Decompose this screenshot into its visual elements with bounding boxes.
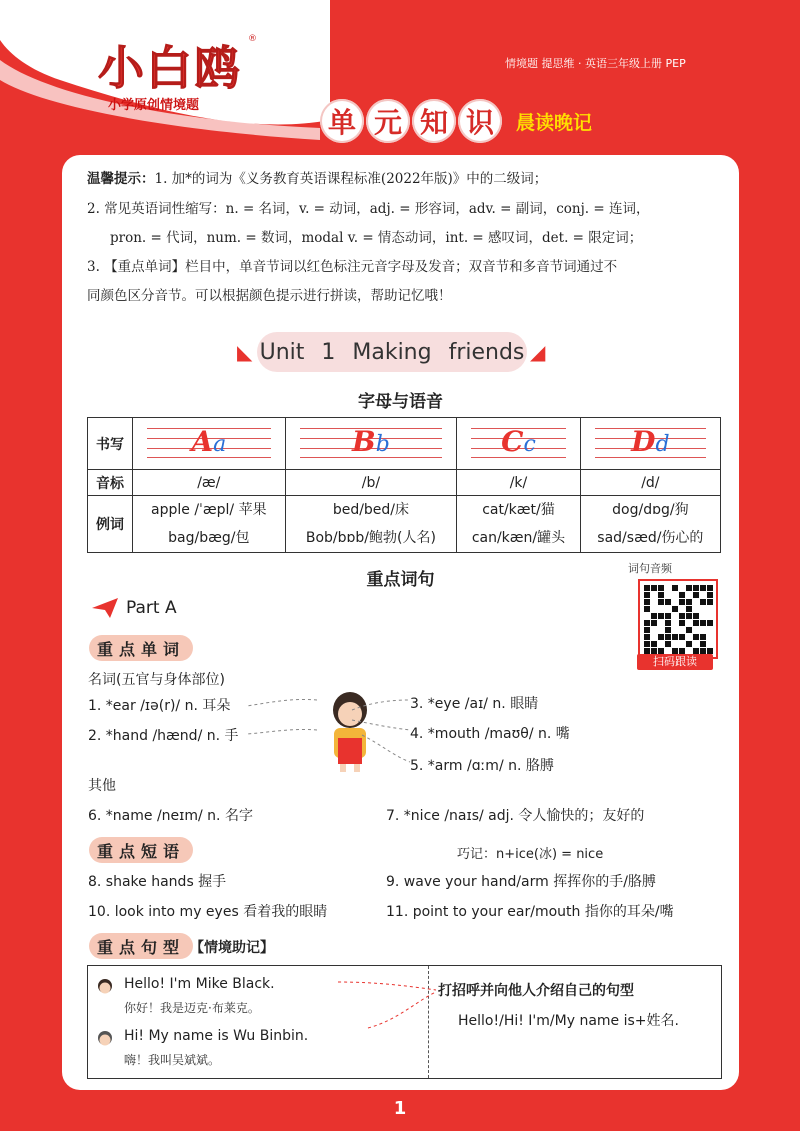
letter-writing-cell	[133, 418, 286, 470]
ipa-cell: /k/	[457, 470, 580, 496]
example-cell	[133, 496, 286, 553]
dialog-english: Hello! I'm Mike Black.	[124, 976, 275, 992]
phrase-item: 10. look into my eyes 看着我的眼睛	[88, 904, 328, 920]
dialog-arrow	[338, 980, 438, 1030]
example-word: bag/bæg/包	[168, 530, 250, 546]
word-item: 2. *hand /hænd/ n. 手	[88, 728, 239, 744]
others-label: 其他	[88, 778, 116, 794]
word-item: 7. *nice /naɪs/ adj. 令人愉快的；友好的	[386, 808, 645, 824]
phonics-table	[87, 417, 721, 553]
brand-logo: 小白鸥	[98, 41, 242, 95]
example-word: can/kæn/罐头	[471, 530, 566, 546]
page-number: 1	[393, 1098, 407, 1119]
sentence-pattern: Hello!/Hi! I'm/My name is+姓名.	[458, 1013, 679, 1029]
tips-line: 2. 常见英语词性缩写：n. = 名词，v. = 动词，adj. = 形容词，adv. = 副词，conj. = 连词，	[87, 201, 650, 217]
series-info: 情境题 提思维 · 英语三年级上册 PEP	[505, 57, 686, 70]
example-word: bed/bed/床	[332, 502, 410, 518]
example-word: apple /ˈæpl/ 苹果	[151, 502, 267, 518]
tips-label: 温馨提示：	[87, 171, 155, 187]
word-item: 5. *arm /ɑːm/ n. 胳膊	[410, 758, 554, 774]
letter-writing-cell	[580, 418, 720, 470]
tips-line: pron. = 代词，num. = 数词，modal v. = 情态动词，int. = 感叹词，det. = 限定词；	[110, 230, 643, 246]
word-item: 4. *mouth /maʊθ/ n. 嘴	[410, 726, 570, 742]
row-label: 例词	[88, 496, 133, 553]
part-label: Part A	[126, 598, 177, 618]
words-tag: 重点单词	[89, 635, 193, 661]
tips-line: 3. 【重点单词】栏目中，单音节词以红色标注元音字母及发音；双音节和多音节词通过不	[87, 259, 618, 275]
section-banner	[320, 97, 592, 145]
ipa-cell: /b/	[285, 470, 457, 496]
banner-char: 知	[412, 99, 456, 143]
example-word: cat/kæt/猫	[482, 502, 555, 518]
pattern-title: 打招呼并向他人介绍自己的句型	[438, 983, 634, 999]
phrase-item: 11. point to your ear/mouth 指你的耳朵/嘴	[386, 904, 674, 920]
mnemonic: 巧记：n+ice(冰) = nice	[457, 847, 604, 862]
row-label: 音标	[88, 470, 133, 496]
tips-line	[87, 169, 547, 189]
row-label: 书写	[88, 418, 133, 470]
sentences-tag: 重点句型	[89, 933, 193, 959]
pointer-arrows	[242, 690, 417, 770]
example-cell	[580, 496, 720, 553]
letter-lower: d	[655, 432, 670, 457]
word-item: 6. *name /neɪm/ n. 名字	[88, 808, 253, 824]
right-ribbon-decoration: ◢	[530, 340, 546, 364]
phrase-item: 9. wave your hand/arm 挥挥你的手/胳膊	[386, 874, 656, 890]
brand-subtitle: 小学原创情境题	[108, 98, 200, 113]
letter-lower: a	[213, 432, 227, 457]
sentences-note: 【情境助记】	[190, 940, 274, 956]
word-item: 3. *eye /aɪ/ n. 眼睛	[410, 696, 539, 712]
letter-lower: c	[523, 432, 536, 457]
dialog-box	[87, 965, 722, 1079]
letter-upper: D	[631, 425, 656, 458]
boy-avatar-icon	[96, 1030, 114, 1048]
letter-upper: B	[352, 425, 376, 458]
paper-plane-icon	[92, 598, 118, 618]
letter-writing-cell	[285, 418, 457, 470]
dialog-chinese: 嗨！我叫吴斌斌。	[124, 1053, 221, 1067]
letter-lower: b	[375, 432, 390, 457]
content-card	[62, 155, 739, 1090]
banner-char: 识	[458, 99, 502, 143]
boy-avatar-icon	[96, 978, 114, 996]
example-word: sad/sæd/伤心的	[597, 530, 704, 546]
dialog-english: Hi! My name is Wu Binbin.	[124, 1028, 309, 1044]
ipa-cell: /d/	[580, 470, 720, 496]
dialog-chinese: 你好！我是迈克·布莱克。	[124, 1001, 260, 1015]
banner-char: 单	[320, 99, 364, 143]
qr-caption: 词句音频	[628, 562, 672, 575]
letter-upper: A	[191, 425, 214, 458]
banner-subtitle: 晨读晚记	[516, 111, 593, 134]
letter-upper: C	[501, 425, 524, 458]
left-ribbon-decoration: ◣	[237, 340, 253, 364]
example-word: Bob/bɒb/鲍勃(人名)	[305, 530, 436, 546]
letter-writing-cell	[457, 418, 580, 470]
registered-mark: ®	[248, 34, 257, 44]
ipa-cell: /æ/	[133, 470, 286, 496]
key-section-title: 重点词句	[366, 570, 435, 590]
tips-text: 1. 加*的词为《义务教育英语课程标准(2022年版)》中的二级词；	[154, 171, 548, 187]
nouns-label: 名词(五官与身体部位)	[88, 672, 225, 688]
example-cell	[285, 496, 457, 553]
phonics-title: 字母与语音	[358, 392, 443, 412]
example-cell	[457, 496, 580, 553]
part-heading	[92, 598, 177, 618]
unit-title: Unit 1 Making friends	[257, 332, 527, 372]
phrase-item: 8. shake hands 握手	[88, 874, 227, 890]
phrases-tag: 重点短语	[89, 837, 193, 863]
scan-to-read-label[interactable]: 扫码跟读	[637, 654, 713, 670]
banner-char: 元	[366, 99, 410, 143]
example-word: dog/dɒg/狗	[612, 502, 689, 518]
tips-line: 同颜色区分音节。可以根据颜色提示进行拼读，帮助记忆哦！	[87, 288, 452, 304]
word-item: 1. *ear /ɪə(r)/ n. 耳朵	[88, 698, 231, 714]
qr-code-icon[interactable]	[638, 579, 718, 659]
